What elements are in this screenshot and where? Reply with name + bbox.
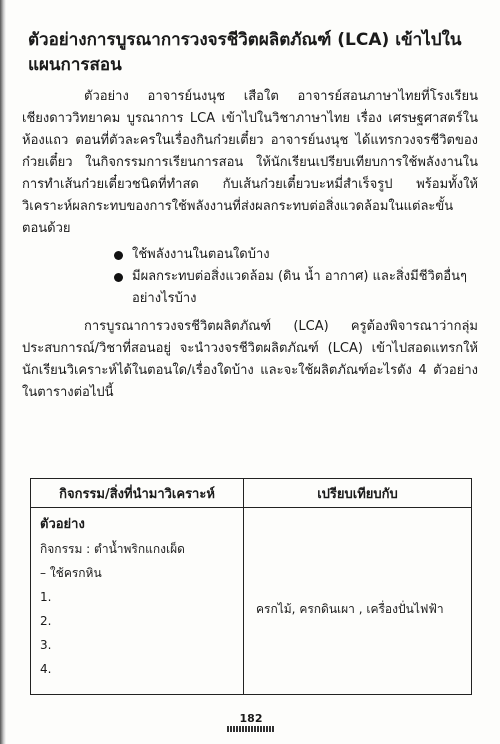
comparison-table (30, 478, 472, 695)
footer-logo (227, 726, 275, 732)
bullet-list (112, 244, 478, 310)
document-page (22, 28, 478, 404)
activity-cell (31, 508, 244, 695)
compare-cell (244, 508, 472, 695)
integration-paragraph (22, 316, 478, 404)
integration-paragraph-text: การบูรณาการวงจรชีวิตผลิตภัณฑ์ (LCA) ครูต้องพิจารณาว่ากลุ่มประสบการณ์/วิชาที่สอนอยู่ จะนำวงจรชีวิตผลิตภัณฑ์ (LCA) เข้าไปสอดแทรกให้นักเรียนวิเคราะห์ได้ในตอนใด/เรื่องใดบ้าง และจะใช้ผลิตภัณฑ์อะไรดัง 4 ตัวอย่างในตารางต่อไปนี้ (22, 319, 478, 400)
compare-text: ครกไม้, ครกดินเผา , เครื่องปั่นไฟฟ้า (256, 602, 444, 616)
row-number: 4. (40, 662, 52, 676)
table-header-row (31, 479, 472, 508)
header-activity: กิจกรรม/สิ่งที่นำมาวิเคราะห์ (31, 479, 244, 508)
example-paragraph (22, 86, 478, 240)
bullet-item: ใช้พลังงานในตอนใดบ้าง (112, 244, 478, 266)
page-number-text: 182 (239, 712, 263, 725)
bullet-item: มีผลกระทบต่อสิ่งแวดล้อม (ดิน น้ำ อากาศ) และสิ่งมีชีวิตอื่นๆ อย่างไรบ้าง (112, 266, 478, 310)
book-spine-shadow (0, 0, 6, 744)
row-number: 1. (40, 590, 52, 604)
example-label: ตัวอย่าง (40, 517, 85, 532)
page-number (226, 712, 276, 732)
section-heading: ตัวอย่างการบูรณาการวงจรชีวิตผลิตภัณฑ์ (LCA) เข้าไปในแผนการสอน (28, 30, 462, 75)
activity-text: กิจกรรม : ตำน้ำพริกแกงเผ็ด (40, 542, 185, 556)
row-number: 3. (40, 638, 52, 652)
header-compare: เปรียบเทียบกับ (244, 479, 472, 508)
row-number: 2. (40, 614, 52, 628)
table-row (31, 508, 472, 695)
item-text: – ใช้ครกหิน (40, 566, 102, 580)
example-paragraph-text: ตัวอย่าง อาจารย์นงนุช เสือใต อาจารย์สอนภาษาไทยที่โรงเรียนเชียงดาววิทยาคม บูรณาการ LCA เข้าไปในวิชาภาษาไทย เรื่อง เศรษฐศาสตร์ในห้องแถว ตอนที่ตัวละครในเรื่องกินก๋วยเตี๋ยว อาจารย์นงนุช ได้แทรกวงจรชีวิตของก๋วยเตี๋ยว ในกิจกรรมการเรียนการสอน ให้นักเรียนเปรียบเทียบการใช้พลังงานในการทำเส้นก๋วยเตี๋ยวชนิดที่ทำสด กับเส้นก๋วยเตี๋ยวบะหมี่สำเร็จรูป พร้อมทั้งให้วิเคราะห์ผลกระทบของการใช้พลังงานที่ส่งผลกระทบต่อสิ่งแวดล้อมในแต่ละขั้นตอนด้วย (22, 89, 478, 236)
